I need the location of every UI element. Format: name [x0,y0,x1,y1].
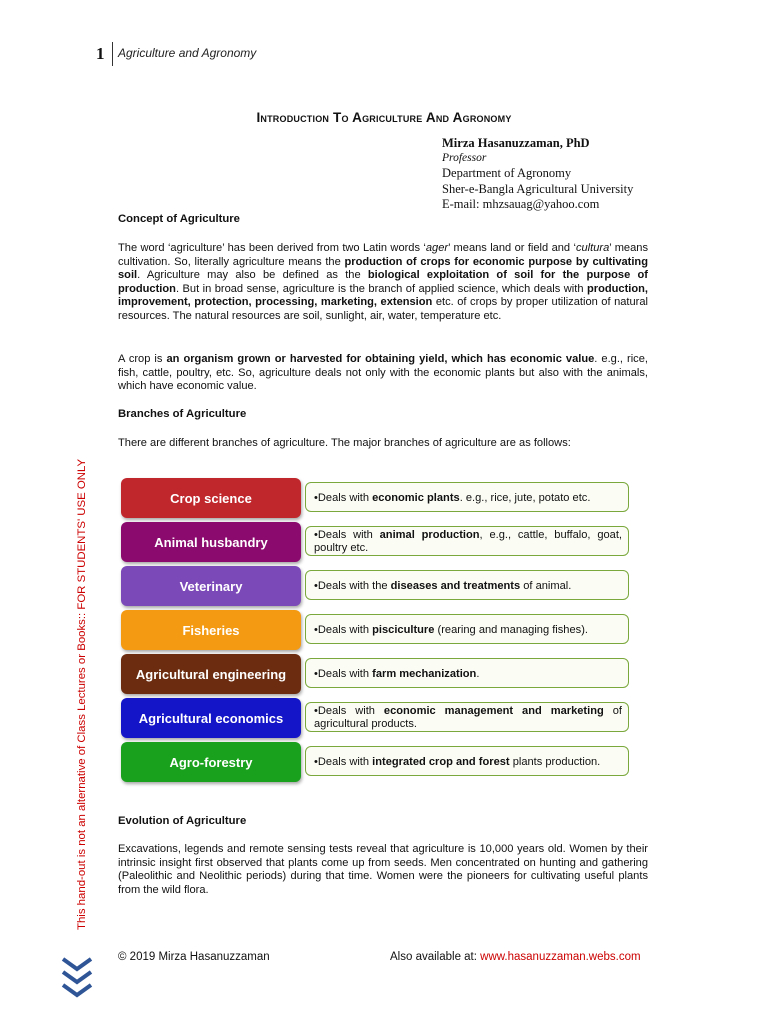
branch-row [121,742,631,782]
branch-label: Animal husbandry [121,522,301,562]
branch-row [121,698,631,738]
branch-row [121,522,631,562]
concept-heading: Concept of Agriculture [118,213,240,225]
italic-text: cultura [575,242,610,254]
branch-row [121,478,631,518]
evolution-heading: Evolution of Agriculture [118,815,247,827]
author-role: Professor [442,152,487,165]
branch-row [121,654,631,694]
branch-label: Agro-forestry [121,742,301,782]
bold-text: animal production [379,529,480,542]
text-run: of animal. [520,579,572,592]
bold-text: economic plants [372,491,460,504]
bold-text: economic management and marketing [383,705,604,718]
branch-description [305,526,629,556]
text-run: •Deals with [314,667,373,680]
italic-text: ager [425,242,449,254]
branch-label: Agricultural economics [121,698,301,738]
bold-text: pisciculture [372,623,435,636]
branch-description-text [314,668,479,681]
text-run: . e.g., rice, fish, cattle, poultry, etc. So, agriculture deals not only with the economic plants but also with the animals, which have economic value. [118,353,648,393]
branch-description [305,614,629,644]
text-run: . Agriculture may also be defined as the [137,269,368,282]
text-run: plants production. [509,755,601,768]
text-run: . [476,667,480,680]
text-run: •Deals with [314,705,384,718]
text-run: ’ means land or field and ‘ [448,242,576,254]
branch-description [305,658,629,688]
triple-chevron-down-icon [60,955,94,1006]
text-run: •Deals with [314,755,373,768]
text-run: Excavations, legends and remote sensing tests reveal that agriculture is 10,000 years old. Women by their intrinsic insight first observed that plants come up from seeds. Men concentrated on hunting and gathering (Paleolithic and Neolithic periods) during that time. Women were the pioneers for cultivating useful plants from the wild flora. [118,843,648,896]
branch-description-text [314,705,622,730]
author-block [442,136,633,212]
text-run: . e.g., rice, jute, potato etc. [459,491,591,504]
branch-description-text [314,492,590,505]
text-run: A crop is [118,353,167,365]
author-name: Mirza Hasanuzzaman, PhD [442,136,590,150]
bold-text: biological exploitation of soil for the purpose of production [118,269,648,295]
evolution-paragraph [118,843,648,897]
text-run: . But in broad sense, agriculture is the branch of applied science, which deals with [175,282,587,295]
bold-text: an organism grown or harvested for obtaining yield, which has economic value [166,353,595,365]
branch-label: Agricultural engineering [121,654,301,694]
branch-description-text [314,580,571,593]
text-run: of agricultural products. [314,705,622,730]
running-title: Agriculture and Agronomy [118,46,257,60]
page-number: 1 [96,44,105,63]
header-divider [112,42,113,66]
author-department: Department of Agronomy [442,166,572,181]
footer-website-link[interactable]: www.hasanuzzaman.webs.com [480,951,641,963]
branch-description [305,482,629,512]
branch-label: Veterinary [121,566,301,606]
text-run: etc. of crops by proper utilization of natural resources. The natural resources are soil, sunlight, air, water, temperature etc. [118,296,649,322]
bold-text: production, improvement, protection, processing, marketing, extension [118,282,648,309]
text-run: (rearing and managing fishes). [434,623,588,636]
text-run: •Deals with [314,491,373,504]
author-email: E-mail: mhzsauag@yahoo.com [442,196,600,211]
branches-intro: There are different branches of agriculture. The major branches of agriculture are as follows: [118,437,571,449]
branch-label: Fisheries [121,610,301,650]
branch-description [305,570,629,600]
bold-text: diseases and treatments [390,579,521,592]
bold-text: farm mechanization [372,667,477,680]
footer-available-label: Also available at: [390,951,481,963]
text-run: ’ means cultivation. So, literally agriculture means the [118,242,648,268]
branch-description [305,746,629,776]
side-disclaimer: This hand-out is not an alternative of Class Lectures or Books:: FOR STUDENTS' USE ONLY [76,458,88,930]
branch-row [121,610,631,650]
concept-paragraph-2 [118,353,648,394]
text-run: , e.g., cattle, buffalo, goat, poultry etc. [314,529,622,554]
branches-heading: Branches of Agriculture [118,408,247,420]
branch-description [305,702,629,732]
branch-description-text [314,624,588,637]
branch-description-text [314,529,622,554]
bold-text: integrated crop and forest [372,755,510,768]
text-run: •Deals with [314,529,380,542]
bold-text: production of crops for economic purpose by cultivating soil [118,255,648,282]
branch-description-text [314,756,600,769]
text-run: •Deals with the [314,579,391,592]
author-university: Sher-e-Bangla Agricultural University [442,181,634,196]
text-run: The word ‘agriculture’ has been derived from two Latin words ‘ [118,242,426,254]
footer-copyright: © 2019 Mirza Hasanuzzaman [118,951,270,963]
text-run: •Deals with [314,623,373,636]
branch-row [121,566,631,606]
branch-label: Crop science [121,478,301,518]
document-title: Introduction To Agriculture And Agronomy [256,110,512,125]
concept-paragraph-1 [118,242,648,324]
footer-availability [390,951,641,963]
